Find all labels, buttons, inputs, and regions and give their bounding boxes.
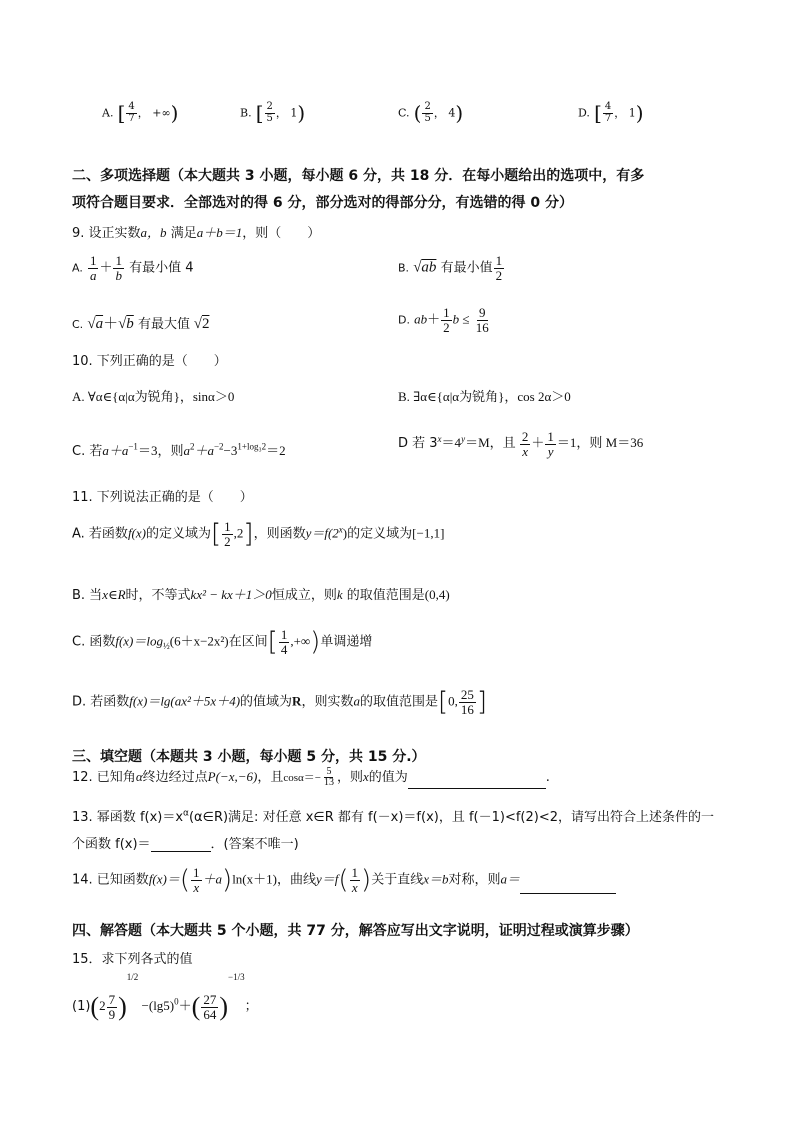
answer-blank	[408, 788, 546, 789]
q13-line2: 个函数 f(x)＝ ．(答案不唯一)	[72, 837, 299, 852]
section-heading-multiple-choice: 二、多项选择题（本大题共 3 小题，每小题 6 分，共 18 分．在每小题给出的选项中，有多	[72, 168, 645, 184]
q15-part1: (1)(2 $\frac{7}{9}$ )$^{1/2} -(\lg 5)^0+$( $\frac{27}{64}$ )$^{-1/3}$；	[72, 972, 258, 1022]
option-fraction: $\frac{2}{5}$	[266, 101, 273, 124]
q12: 12. 已知角α终边经过点P(−x,−6)，且cosα＝− $\frac{5}{13}$ ，则x的值为 .	[72, 765, 550, 788]
q15-stem: 15．求下列各式的值	[72, 952, 193, 967]
option-fraction: $\frac{4}{7}$	[128, 101, 135, 124]
answer-blank	[151, 851, 211, 852]
q9-stem: 9. 设正实数a，b 满足a＋b＝1，则（ ）	[72, 225, 321, 241]
section-heading-fill-in: 三、填空题（本题共 3 小题，每小题 5 分，共 15 分.）	[72, 749, 426, 765]
q10-option-b: B. ∃α∈{α|α为锐角}，cos 2α＞0	[398, 389, 571, 404]
q9-option-b: B. √ab 有最小值 $\frac{1}{2}$	[398, 253, 503, 283]
q8-option-b: B. [ $\frac{2}{5}$ ， 1)	[240, 101, 306, 125]
q13-line1: 13. 幂函数 $f(x)=x^\alpha(\alpha\in R)$满足: 对任意 x∈R 都有 f(－x)＝f(x)，且 f(－1)<f(2)<2，请写出符合上述条件的一	[72, 808, 715, 825]
q9-option-d: D. ab＋ $\frac{1}{2}$ b ≤ $\frac{9}{16}$	[398, 305, 489, 335]
q10-stem: 10. 下列正确的是（ ）	[72, 354, 227, 369]
option-letter: C.	[398, 106, 410, 120]
q10-option-a: A. ∀α∈{α|α为锐角}，sinα＞0	[72, 389, 235, 404]
q11-stem: 11. 下列说法正确的是（ ）	[72, 490, 253, 505]
q11-option-a: A. 若函数f(x)的定义域为[ $\frac{1}{2}$ ,2]，则函数$y=f(2^x)$的定义域为[−1,1]	[72, 519, 445, 550]
option-fraction: $\frac{2}{5}$	[424, 101, 431, 124]
section-heading-solutions: 四、解答题（本大题共 5 个小题，共 77 分，解答应写出文字说明，证明过程或演算步骤）	[72, 923, 639, 939]
q11-option-c: C. 函数$f(x)=\log_{\frac{1}{2}}(6+x-2x^2)$在区间[ $\frac{1}{4}$ ,+∞)单调递增	[72, 627, 373, 658]
q9-option-c: C. √a＋√b 有最大值 √2	[72, 316, 210, 332]
answer-blank	[520, 893, 616, 894]
option-letter: D.	[578, 106, 590, 120]
q14: 14. 已知函数f(x)＝( $\frac{1}{x}$ ＋a)ln(x＋1)，曲线y＝f( $\frac{1}{x}$ )关于直线x＝b对称，则a＝	[72, 866, 616, 894]
q9-option-a: A. $\frac{1}{a}$ ＋ $\frac{1}{b}$ 有最小值 4	[72, 253, 194, 283]
q8-option-d: D. [ $\frac{4}{7}$ ， 1)	[578, 101, 644, 125]
q10-option-c: C. 若$a+a^{-1}=3$，则$a^2+a^{-2}-3^{1+log_32}=2$	[72, 441, 286, 459]
q8-option-c: C. ( $\frac{2}{5}$ ， 4)	[398, 101, 464, 125]
option-letter: B.	[240, 106, 252, 120]
option-fraction: $\frac{4}{7}$	[604, 101, 612, 124]
q8-option-a: A. [ $\frac{4}{7}$ ， +∞)	[102, 101, 179, 125]
option-letter: A.	[102, 106, 114, 120]
q11-option-b: B. 当x∈R时，不等式kx² − kx＋1＞0恒成立，则k 的取值范围是(0,4)	[72, 587, 450, 603]
q11-option-d: D. 若函数f(x)＝lg(ax²＋5x＋4)的值域为R，则实数a的取值范围是[0, $\frac{25}{16}$ ]	[72, 687, 488, 718]
q10-option-d: D 若 $3^x=4^y=M$，且 $\frac{2}{x}$ ＋ $\frac{1}{y}$ ＝1，则 M＝36	[398, 429, 644, 459]
section-heading-multiple-choice-line2: 项符合题目要求．全部选对的得 6 分，部分选对的得部分分，有选错的得 0 分）	[72, 195, 573, 211]
